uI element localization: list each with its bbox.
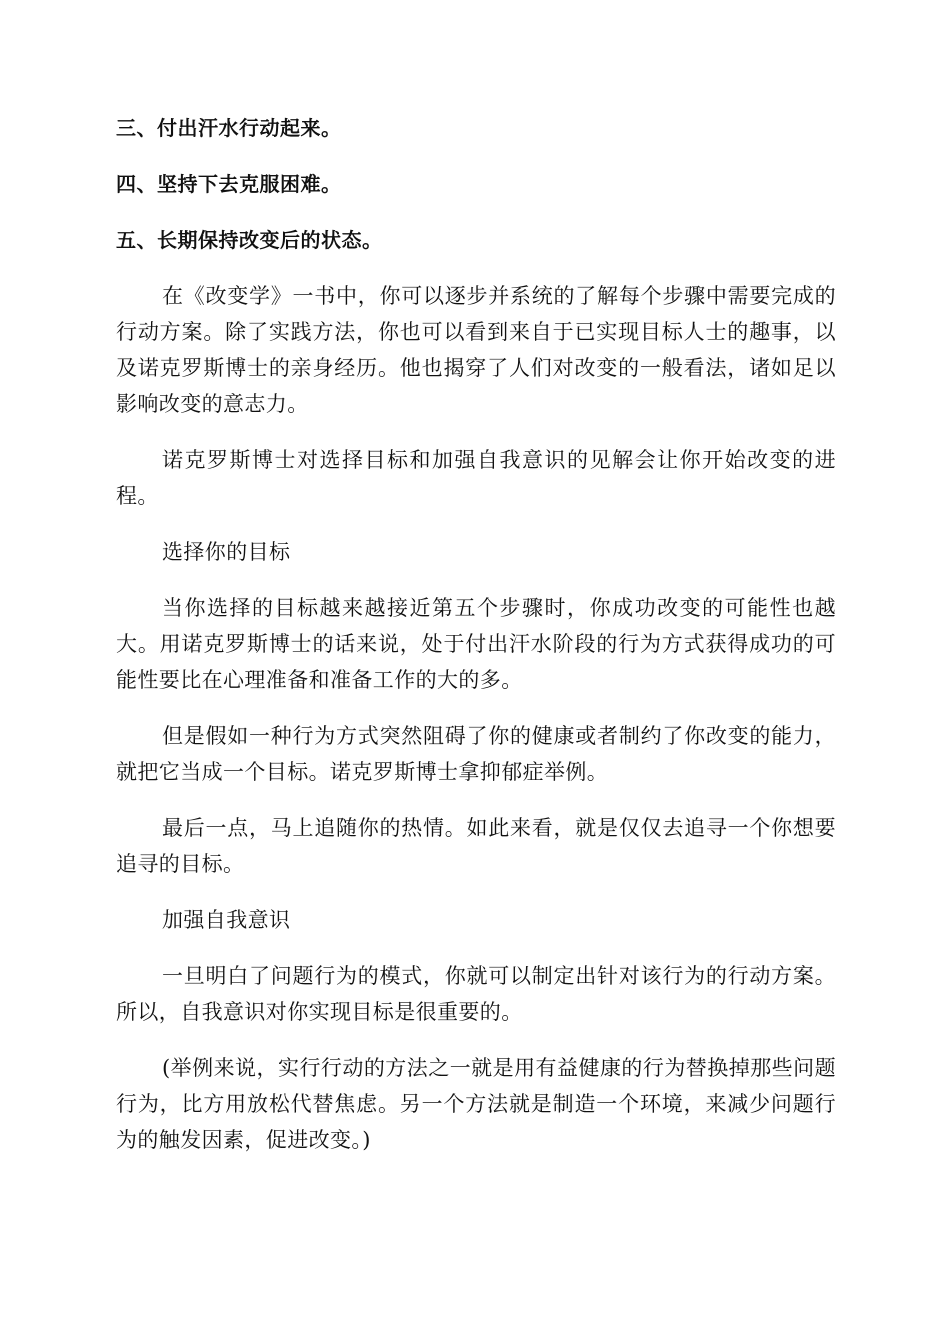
goal-proximity-paragraph: 当你选择的目标越来越接近第五个步骤时，你成功改变的可能性也越大。用诺克罗斯博士的话来说，处于付出汗水阶段的行为方式获得成功的可能性要比在心理准备和准备工作的大的多。 (116, 596, 836, 692)
passion-paragraph: 最后一点，马上追随你的热情。如此来看，就是仅仅去追寻一个你想要追寻的目标。 (116, 816, 836, 876)
action-plan-paragraph: 一旦明白了问题行为的模式，你就可以制定出针对该行为的行动方案。所以，自我意识对你实现目标是很重要的。 (116, 964, 836, 1024)
document-body (116, 110, 836, 1178)
self-awareness-subheading: 加强自我意识 (162, 908, 291, 932)
example-paragraph: (举例来说，实行行动的方法之一就是用有益健康的行为替换掉那些问题行为，比方用放松代替焦虑。另一个方法就是制造一个环境，来减少问题行为的触发因素，促进改变。) (116, 1056, 836, 1152)
step-five-heading: 五、长期保持改变后的状态。 (116, 228, 383, 252)
insight-paragraph: 诺克罗斯博士对选择目标和加强自我意识的见解会让你开始改变的进程。 (116, 448, 836, 508)
step-four-heading: 四、坚持下去克服困难。 (116, 172, 342, 196)
book-intro-paragraph: 在《改变学》一书中，你可以逐步并系统的了解每个步骤中需要完成的行动方案。除了实践方法，你也可以看到来自于已实现目标人士的趣事，以及诺克罗斯博士的亲身经历。他也揭穿了人们对改变的一般看法，诸如足以影响改变的意志力。 (116, 284, 836, 416)
step-three-heading: 三、付出汗水行动起来。 (116, 116, 342, 140)
health-goal-paragraph: 但是假如一种行为方式突然阻碍了你的健康或者制约了你改变的能力，就把它当成一个目标。诺克罗斯博士拿抑郁症举例。 (116, 724, 836, 784)
choose-goal-subheading: 选择你的目标 (162, 540, 291, 564)
